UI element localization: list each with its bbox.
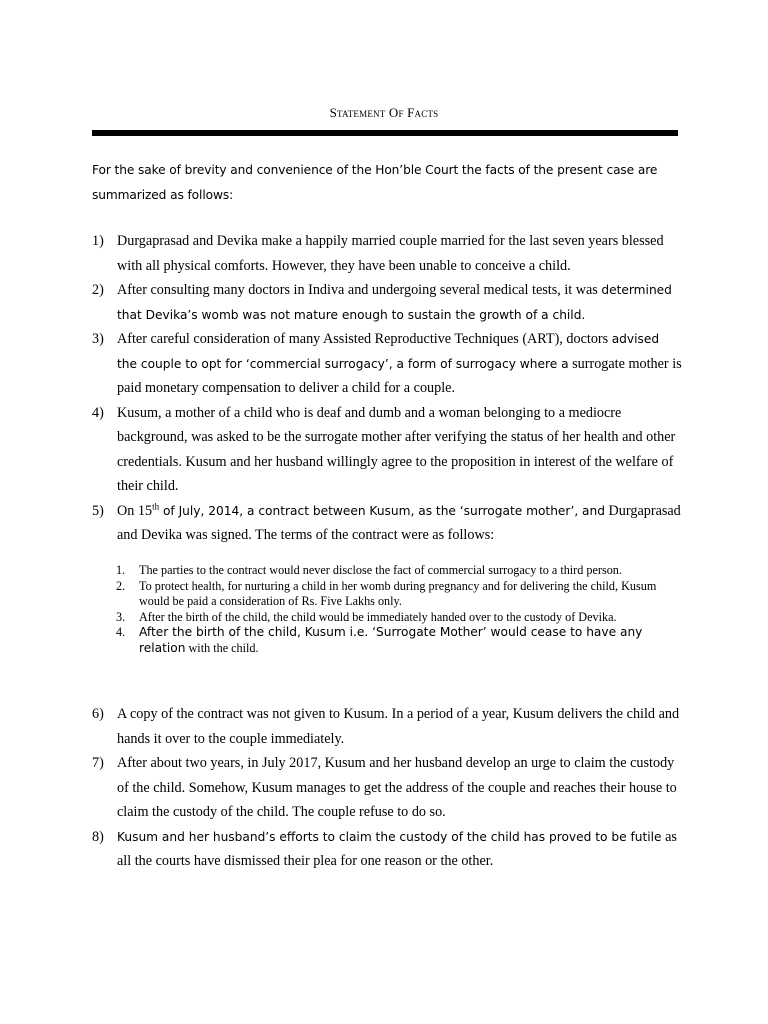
- list-item-text: After the birth of the child, Kusum i.e. ‘Surrogate Mother’ would cease to have any relation: [139, 625, 643, 655]
- list-number: 6): [92, 706, 104, 722]
- list-number: 8): [92, 828, 104, 845]
- list-item-text: After careful consideration of many Assisted Reproductive Techniques (ART), doctors: [117, 331, 609, 347]
- intro-paragraph: For the sake of brevity and convenience of the Hon’ble Court the facts of the present case are summarized as follows:: [92, 163, 658, 202]
- list-item-text: A copy of the contract was not given to Kusum. In a period of a year, Kusum delivers the child and hands it over to the couple immediately.: [117, 706, 680, 747]
- list-item-text: The parties to the contract would never disclose the fact of commercial surrogacy to a third person.: [139, 563, 622, 577]
- list-item: [92, 229, 682, 278]
- list-number: 5): [92, 502, 104, 519]
- list-number: 1): [92, 233, 104, 249]
- list-item: [92, 327, 682, 401]
- list-item: [92, 499, 682, 548]
- list-number: 7): [92, 755, 104, 771]
- list-item: [92, 401, 682, 499]
- list-number: 4): [92, 404, 104, 421]
- list-number: 4.: [116, 625, 126, 639]
- list-item: [116, 625, 666, 656]
- list-item: [92, 278, 682, 327]
- list-item-text: as all the courts have dismissed their plea for one reason or the other.: [117, 828, 677, 869]
- list-item-text: Kusum, a mother of a child who is deaf and dumb and a woman belonging to a mediocre background, was asked to be the surrogate mother after verifying the status of her health and other credentials. Kusum and her husband willingly agree to the proposition in interest of the welfare of their child.: [117, 404, 676, 494]
- list-item: [92, 751, 682, 825]
- list-item-text: Durgaprasad and Devika make a happily married couple married for the last seven years blessed with all physical comforts. However, they have been unable to conceive a child.: [117, 233, 664, 274]
- list-item-text: with the child.: [188, 640, 259, 655]
- list-item-text: of July, 2014, a contract between Kusum, as the ‘surrogate mother’, and: [159, 503, 605, 518]
- facts-list-continued: [92, 702, 682, 874]
- list-item-text: On 15: [117, 502, 153, 519]
- list-item-text: determined that Devika’s womb was not mature enough to sustain the growth of a child.: [117, 283, 672, 322]
- section-heading: Statement Of Facts: [329, 105, 439, 120]
- list-item-text: After about two years, in July 2017, Kusum and her husband develop an urge to claim the custody of the child. Somehow, Kusum manages to get the address of the couple and reaches their house to claim the custody of the child. The couple refuse to do so.: [117, 755, 677, 820]
- list-item: [92, 825, 682, 874]
- list-number: 1.: [116, 563, 126, 577]
- list-number: 3.: [116, 609, 126, 624]
- superscript: th: [152, 500, 160, 511]
- contract-terms-list: [116, 563, 666, 656]
- list-item-text: advised the couple to opt for ‘commercial surrogacy’, a form of surrogacy where a: [117, 332, 660, 371]
- list-item: [116, 579, 666, 610]
- heading-rule: [92, 130, 678, 136]
- list-number: 2.: [116, 578, 126, 593]
- list-item: [116, 610, 666, 626]
- list-item: [116, 563, 666, 579]
- list-item: [92, 702, 682, 751]
- list-item-text: Durgaprasad and Devika was signed. The terms of the contract were as follows:: [117, 502, 681, 543]
- list-item-text: Kusum and her husband’s efforts to claim the custody of the child has proved to be futile: [117, 829, 662, 844]
- facts-list: [92, 229, 682, 548]
- list-item-text: surrogate mother is paid monetary compensation to deliver a child for a couple.: [117, 355, 682, 396]
- list-item-text: To protect health, for nurturing a child in her womb during pregnancy and for delivering the child, Kusum would be paid a consideration of Rs. Five Lakhs only.: [139, 578, 657, 608]
- list-number: 2): [92, 282, 104, 298]
- list-item-text: After the birth of the child, the child would be immediately handed over to the custody of Devika.: [139, 609, 617, 624]
- list-item-text: After consulting many doctors in Indiva and undergoing several medical tests, it was: [117, 282, 598, 298]
- list-number: 3): [92, 331, 104, 347]
